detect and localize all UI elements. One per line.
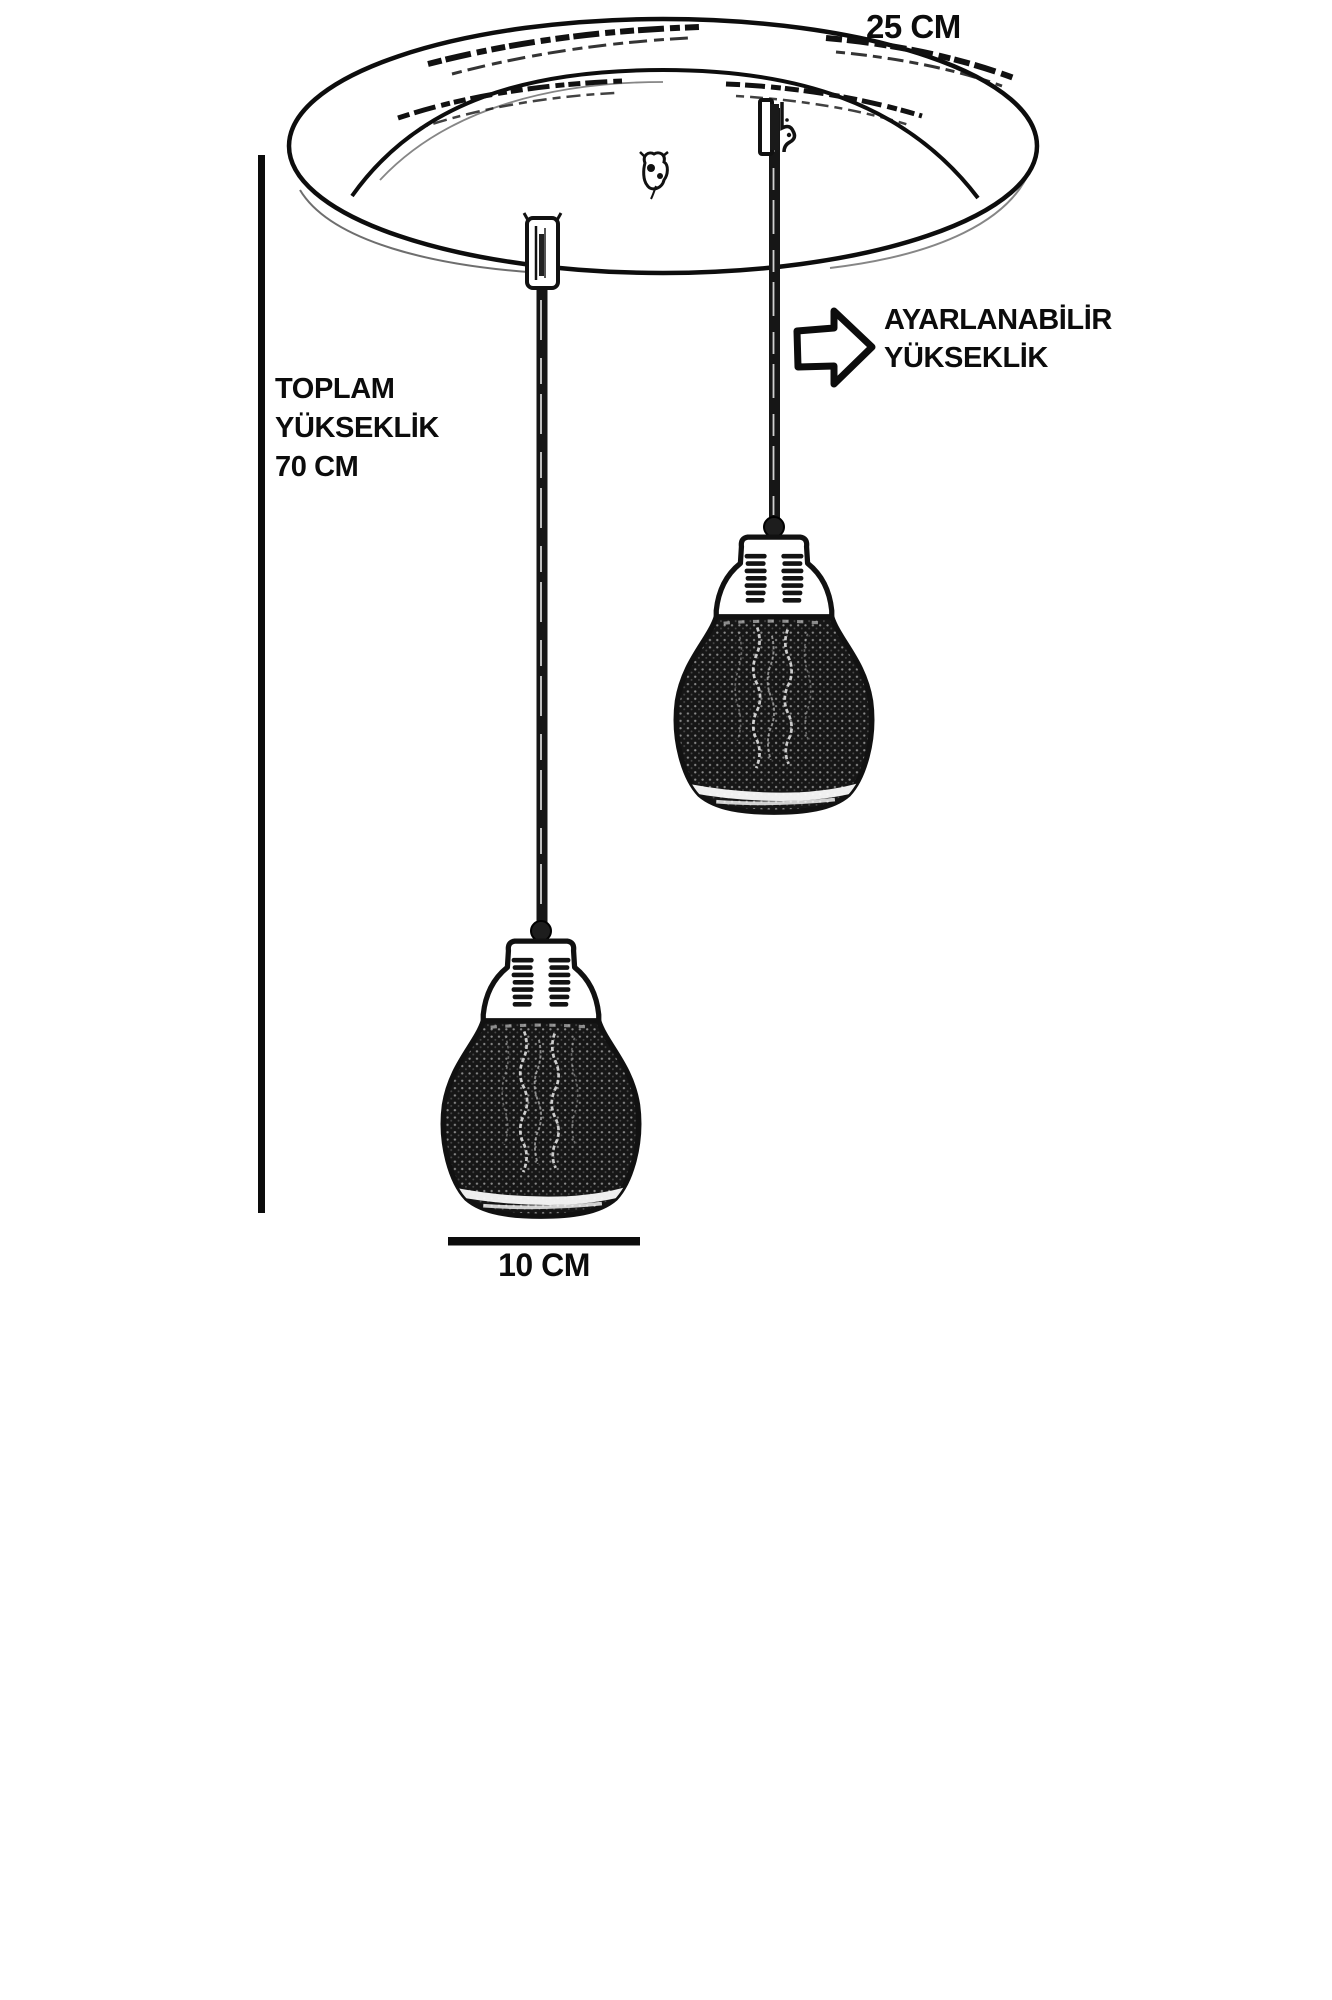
total-height-label-line2: YÜKSEKLİK [275,412,439,444]
adjustable-height-arrow-icon [797,311,872,384]
suspension-cord-left [537,262,548,931]
total-height-label-line1: TOPLAM [275,373,395,405]
shade-width-dimension-line [448,1237,640,1246]
total-height-label-line3: 70 CM [275,451,359,483]
adjustable-height-label [884,301,1112,377]
suspension-cord-right [769,108,780,524]
total-height-dimension-line [258,155,265,1213]
pendant-lamp-upper [676,537,872,812]
shade-diameter-label: 10 CM [498,1247,590,1283]
adjustable-height-label-line1: AYARLANABİLİR [884,304,1112,336]
cord-ball-joint-lower [531,921,551,941]
adjustable-height-label-line2: YÜKSEKLİK [884,342,1048,374]
canopy-diameter-label: 25 CM [866,8,961,45]
pendant-lamp-lower [443,941,639,1216]
total-height-label [275,370,439,487]
cord-ball-joint-upper [764,517,784,537]
ceiling-canopy [289,19,1037,274]
cord-grommet [524,213,561,288]
